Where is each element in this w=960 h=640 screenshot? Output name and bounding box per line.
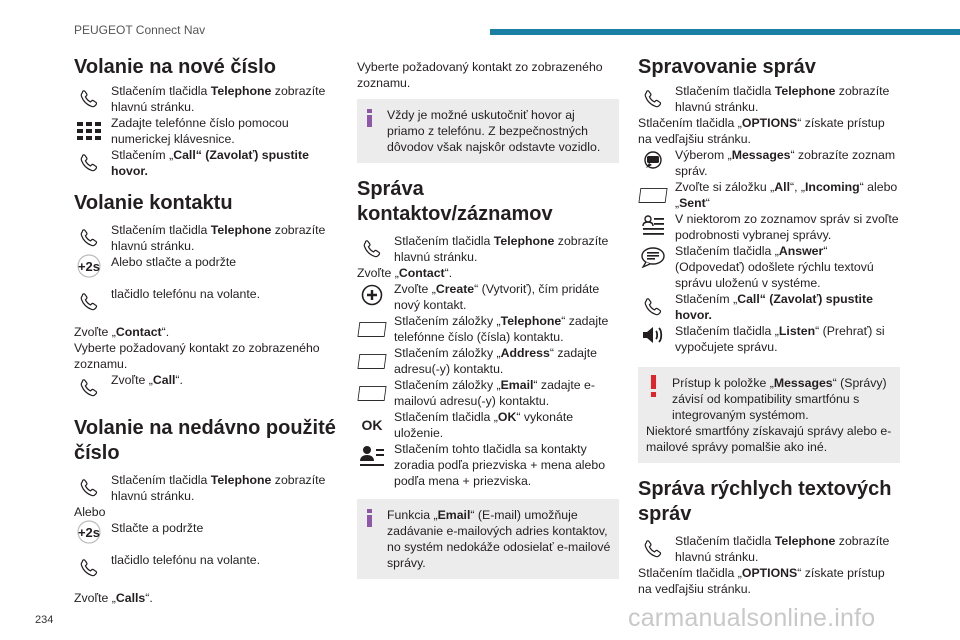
step: Zvoľte „Create“ (Vytvoriť), čím pridáte nový kontakt. [357, 281, 619, 313]
step: Stlačením tlačidla Telephone zobrazíte hlavnú stránku. [638, 533, 900, 565]
section-title-quick-messages: Správa rýchlych textových správ [638, 478, 892, 525]
step: Stlačením tlačidla Telephone zobrazíte hlavnú stránku. [74, 472, 336, 504]
step-text: tlačidlo telefónu na volante. [111, 287, 261, 301]
note-text: Niektoré smartfóny získavajú správy alebo e-mailové správy pomalšie ako iné. [646, 424, 892, 454]
paragraph: Stlačením tlačidla „OPTIONS“ získate prístup na vedľajšiu stránku. [638, 566, 885, 596]
running-header: PEUGEOT Connect Nav [74, 23, 206, 37]
column-left [74, 55, 336, 606]
page-number: 234 [35, 614, 54, 626]
phone-icon [74, 151, 104, 175]
phone-icon [74, 556, 104, 580]
message-list-icon [638, 213, 668, 237]
steering-wheel-phone-icon [74, 520, 104, 544]
ok-icon: OK [361, 417, 383, 433]
svg-text:+2s: +2s [77, 259, 101, 274]
info-note [357, 499, 619, 579]
paragraph: Zvoľte „Calls“. [74, 591, 153, 605]
sort-contacts-icon [357, 443, 387, 467]
paragraph: Zvoľte „Contact“. [357, 266, 453, 280]
section-title-call-contact: Volanie kontaktu [74, 192, 233, 214]
phone-icon [74, 476, 104, 500]
step: Zvoľte si záložku „All“, „Incoming“ alebo „Sent“ [638, 179, 900, 211]
phone-icon [74, 87, 104, 111]
steering-wheel-phone-icon [74, 254, 104, 278]
step: Stlačením tlačidla „Answer“ (Odpovedať) odošlete rýchlu textovú správu uloženú v systéme. [638, 243, 900, 291]
step: Stlačením tlačidla Telephone zobrazíte hlavnú stránku. [357, 233, 619, 265]
svg-text:+2s: +2s [77, 525, 101, 540]
step: Výberom „Messages“ zobrazíte zoznam správ. [638, 147, 900, 179]
step: Zvoľte „Call“. [74, 372, 336, 404]
paragraph: Stlačením tlačidla „OPTIONS“ získate prístup na vedľajšiu stránku. [638, 116, 885, 146]
step: Stlačením tlačidla Telephone zobrazíte hlavnú stránku. [74, 222, 336, 254]
paragraph: Vyberte požadovaný kontakt zo zobrazeného zoznamu. [74, 341, 320, 371]
warning-note [638, 367, 900, 463]
paragraph: Alebo [74, 505, 106, 519]
step: Stlačením tlačidla Telephone zobrazíte hlavnú stránku. [74, 83, 336, 115]
step-text: Alebo stlačte a podržte [111, 255, 237, 269]
phone-icon [74, 226, 104, 250]
phone-icon [357, 237, 387, 261]
tab-icon [357, 349, 387, 373]
step [74, 254, 336, 286]
header-accent-bar [490, 29, 960, 35]
column-right [638, 55, 900, 597]
keypad-icon [74, 119, 104, 143]
info-icon [366, 509, 374, 531]
add-icon [357, 283, 387, 307]
phone-icon [74, 290, 104, 314]
step-text: Stlačte a podržte [111, 521, 204, 535]
step [74, 552, 336, 584]
paragraph: Zvoľte „Contact“. [74, 325, 170, 339]
step: Stlačením „Call“ (Zavolať) spustite hovor. [638, 291, 900, 323]
step [74, 286, 336, 318]
step: Stlačením tlačidla Telephone zobrazíte hlavnú stránku. [638, 83, 900, 115]
note-text: Prístup k položke „Messages“ (Správy) závisí od kompatibility smartfónu s integrovaným systémom. [672, 376, 887, 422]
step [74, 115, 336, 147]
tab-icon [638, 183, 668, 207]
tab-icon [357, 381, 387, 405]
section-title-contacts: Správa kontaktov/záznamov [357, 178, 553, 225]
section-title-new-number: Volanie na nové číslo [74, 56, 276, 78]
step-text: V niektorom zo zoznamov správ si zvoľte podrobnosti vybranej správy. [675, 212, 899, 242]
phone-icon [74, 376, 104, 400]
section-title-recent-number: Volanie na nedávno použité číslo [74, 417, 336, 464]
step-text: tlačidlo telefónu na volante. [111, 553, 261, 567]
step-text: Zadajte telefónne číslo pomocou numerickej klávesnice. [111, 116, 289, 146]
note-text: Funkcia „Email“ (E-mail) umožňuje zadávanie e-mailových adries kontaktov, no systém nedokáže odosielať e-mailové správy. [387, 508, 611, 570]
step [638, 211, 900, 243]
answer-icon [638, 245, 668, 269]
step: Stlačením tlačidla „Listen“ (Prehrať) si vypočujete správu. [638, 323, 900, 355]
step: Stlačením „Call“ (Zavolať) spustite hovor. [74, 147, 336, 179]
tab-icon [357, 317, 387, 341]
phone-icon [638, 295, 668, 319]
phone-icon [638, 537, 668, 561]
step [74, 520, 336, 552]
step [357, 441, 619, 473]
phone-icon [638, 87, 668, 111]
messages-icon [638, 149, 668, 173]
warning-icon [650, 375, 658, 401]
info-note [357, 99, 619, 163]
step: OK Stlačením tlačidla „OK“ vykonáte uloženie. [357, 409, 619, 441]
column-middle [357, 55, 619, 587]
info-icon [366, 109, 374, 131]
listen-icon [638, 323, 668, 347]
step: Stlačením záložky „Telephone“ zadajte telefónne číslo (čísla) kontaktu. [357, 313, 619, 345]
paragraph: Vyberte požadovaný kontakt zo zobrazeného zoznamu. [357, 60, 603, 90]
note-text: Vždy je možné uskutočniť hovor aj priamo z telefónu. Z bezpečnostných dôvodov však najskôr odstavte vozidlo. [387, 108, 601, 154]
step: Stlačením záložky „Address“ zadajte adresu(-y) kontaktu. [357, 345, 619, 377]
section-title-messages: Spravovanie správ [638, 56, 816, 78]
step-text: Stlačením tohto tlačidla sa kontakty zoradia podľa priezviska + mena alebo podľa mena + priezviska. [394, 442, 606, 488]
step: Stlačením záložky „Email“ zadajte e-mailovú adresu(-y) kontaktu. [357, 377, 619, 409]
watermark: carmanualsonline.info [628, 604, 876, 632]
